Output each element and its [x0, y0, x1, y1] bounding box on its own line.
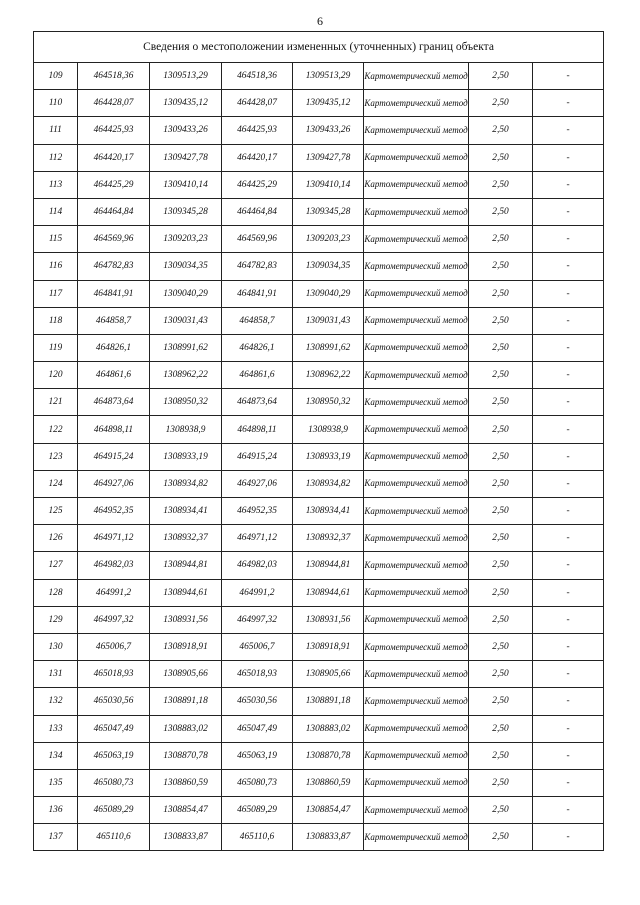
existing-x-cell: 464420,17 [78, 144, 150, 171]
existing-x-cell: 464858,7 [78, 307, 150, 334]
existing-x-cell: 464464,84 [78, 198, 150, 225]
existing-y-cell: 1308854,47 [150, 797, 222, 824]
new-y-cell: 1308950,32 [293, 389, 364, 416]
existing-x-cell: 464982,03 [78, 552, 150, 579]
table-row [34, 90, 604, 117]
existing-x-cell: 465047,49 [78, 715, 150, 742]
new-x-cell: 465018,93 [222, 661, 293, 688]
new-y-cell: 1308932,37 [293, 525, 364, 552]
existing-y-cell: 1308905,66 [150, 661, 222, 688]
existing-x-cell: 464425,29 [78, 171, 150, 198]
existing-y-cell: 1309040,29 [150, 280, 222, 307]
point-number-cell: 116 [34, 253, 78, 280]
new-x-cell: 464971,12 [222, 525, 293, 552]
accuracy-cell: 2,50 [469, 443, 533, 470]
table-row [34, 579, 604, 606]
table-row [34, 797, 604, 824]
point-number-cell: 117 [34, 280, 78, 307]
method-cell: Картометрический метод [364, 769, 469, 796]
new-y-cell: 1308905,66 [293, 661, 364, 688]
accuracy-cell: 2,50 [469, 198, 533, 225]
method-cell: Картометрический метод [364, 443, 469, 470]
description-cell: - [533, 280, 604, 307]
method-cell: Картометрический метод [364, 90, 469, 117]
new-y-cell: 1308962,22 [293, 362, 364, 389]
table-row [34, 307, 604, 334]
accuracy-cell: 2,50 [469, 552, 533, 579]
existing-y-cell: 1309410,14 [150, 171, 222, 198]
existing-y-cell: 1308833,87 [150, 824, 222, 851]
new-x-cell: 464898,11 [222, 416, 293, 443]
point-number-cell: 114 [34, 198, 78, 225]
description-cell: - [533, 606, 604, 633]
existing-y-cell: 1309433,26 [150, 117, 222, 144]
existing-x-cell: 465080,73 [78, 769, 150, 796]
method-cell: Картометрический метод [364, 688, 469, 715]
point-number-cell: 131 [34, 661, 78, 688]
existing-x-cell: 465110,6 [78, 824, 150, 851]
existing-y-cell: 1309513,29 [150, 63, 222, 90]
existing-y-cell: 1309345,28 [150, 198, 222, 225]
accuracy-cell: 2,50 [469, 416, 533, 443]
description-cell: - [533, 715, 604, 742]
new-x-cell: 465047,49 [222, 715, 293, 742]
table-row [34, 253, 604, 280]
new-y-cell: 1309513,29 [293, 63, 364, 90]
table-title-row [34, 32, 604, 63]
accuracy-cell: 2,50 [469, 90, 533, 117]
description-cell: - [533, 253, 604, 280]
method-cell: Картометрический метод [364, 661, 469, 688]
table-row [34, 280, 604, 307]
new-x-cell: 464858,7 [222, 307, 293, 334]
point-number-cell: 121 [34, 389, 78, 416]
table-row [34, 63, 604, 90]
accuracy-cell: 2,50 [469, 307, 533, 334]
method-cell: Картометрический метод [364, 633, 469, 660]
accuracy-cell: 2,50 [469, 498, 533, 525]
description-cell: - [533, 334, 604, 361]
point-number-cell: 135 [34, 769, 78, 796]
table-row [34, 769, 604, 796]
description-cell: - [533, 552, 604, 579]
accuracy-cell: 2,50 [469, 63, 533, 90]
point-number-cell: 136 [34, 797, 78, 824]
method-cell: Картометрический метод [364, 144, 469, 171]
existing-x-cell: 464826,1 [78, 334, 150, 361]
new-x-cell: 465089,29 [222, 797, 293, 824]
existing-x-cell: 465063,19 [78, 742, 150, 769]
existing-x-cell: 464873,64 [78, 389, 150, 416]
new-y-cell: 1308854,47 [293, 797, 364, 824]
method-cell: Картометрический метод [364, 253, 469, 280]
new-y-cell: 1309435,12 [293, 90, 364, 117]
table-row [34, 715, 604, 742]
new-x-cell: 464927,06 [222, 470, 293, 497]
existing-y-cell: 1309034,35 [150, 253, 222, 280]
new-x-cell: 464425,93 [222, 117, 293, 144]
existing-x-cell: 464861,6 [78, 362, 150, 389]
accuracy-cell: 2,50 [469, 525, 533, 552]
description-cell: - [533, 797, 604, 824]
description-cell: - [533, 90, 604, 117]
new-x-cell: 464782,83 [222, 253, 293, 280]
new-y-cell: 1309433,26 [293, 117, 364, 144]
new-y-cell: 1309410,14 [293, 171, 364, 198]
point-number-cell: 133 [34, 715, 78, 742]
new-y-cell: 1308860,59 [293, 769, 364, 796]
table-row [34, 824, 604, 851]
accuracy-cell: 2,50 [469, 606, 533, 633]
point-number-cell: 120 [34, 362, 78, 389]
method-cell: Картометрический метод [364, 470, 469, 497]
method-cell: Картометрический метод [364, 715, 469, 742]
method-cell: Картометрический метод [364, 824, 469, 851]
table-row [34, 552, 604, 579]
point-number-cell: 112 [34, 144, 78, 171]
new-x-cell: 464425,29 [222, 171, 293, 198]
new-y-cell: 1308931,56 [293, 606, 364, 633]
table-row [34, 525, 604, 552]
point-number-cell: 127 [34, 552, 78, 579]
description-cell: - [533, 633, 604, 660]
description-cell: - [533, 579, 604, 606]
point-number-cell: 118 [34, 307, 78, 334]
new-x-cell: 464841,91 [222, 280, 293, 307]
new-y-cell: 1309203,23 [293, 226, 364, 253]
description-cell: - [533, 661, 604, 688]
new-y-cell: 1308870,78 [293, 742, 364, 769]
table-row [34, 443, 604, 470]
point-number-cell: 122 [34, 416, 78, 443]
new-x-cell: 464861,6 [222, 362, 293, 389]
method-cell: Картометрический метод [364, 742, 469, 769]
existing-y-cell: 1309203,23 [150, 226, 222, 253]
method-cell: Картометрический метод [364, 63, 469, 90]
new-x-cell: 465063,19 [222, 742, 293, 769]
description-cell: - [533, 171, 604, 198]
method-cell: Картометрический метод [364, 362, 469, 389]
accuracy-cell: 2,50 [469, 362, 533, 389]
accuracy-cell: 2,50 [469, 797, 533, 824]
table-row [34, 389, 604, 416]
table-row [34, 117, 604, 144]
description-cell: - [533, 688, 604, 715]
existing-x-cell: 464952,35 [78, 498, 150, 525]
new-y-cell: 1308934,82 [293, 470, 364, 497]
point-number-cell: 129 [34, 606, 78, 633]
new-x-cell: 464569,96 [222, 226, 293, 253]
method-cell: Картометрический метод [364, 606, 469, 633]
description-cell: - [533, 525, 604, 552]
accuracy-cell: 2,50 [469, 769, 533, 796]
new-y-cell: 1308883,02 [293, 715, 364, 742]
page-number: 6 [317, 14, 323, 28]
new-x-cell: 465080,73 [222, 769, 293, 796]
new-x-cell: 464997,32 [222, 606, 293, 633]
existing-x-cell: 464898,11 [78, 416, 150, 443]
existing-y-cell: 1308870,78 [150, 742, 222, 769]
new-y-cell: 1309031,43 [293, 307, 364, 334]
coordinates-table [33, 31, 604, 851]
accuracy-cell: 2,50 [469, 824, 533, 851]
description-cell: - [533, 226, 604, 253]
existing-y-cell: 1308950,32 [150, 389, 222, 416]
existing-x-cell: 464991,2 [78, 579, 150, 606]
point-number-cell: 124 [34, 470, 78, 497]
existing-y-cell: 1308933,19 [150, 443, 222, 470]
new-x-cell: 465110,6 [222, 824, 293, 851]
existing-x-cell: 464569,96 [78, 226, 150, 253]
accuracy-cell: 2,50 [469, 226, 533, 253]
point-number-cell: 115 [34, 226, 78, 253]
new-x-cell: 464952,35 [222, 498, 293, 525]
new-x-cell: 464991,2 [222, 579, 293, 606]
point-number-cell: 111 [34, 117, 78, 144]
existing-y-cell: 1308891,18 [150, 688, 222, 715]
point-number-cell: 130 [34, 633, 78, 660]
table-title: Сведения о местоположении измененных (уточненных) границ объекта [34, 32, 604, 63]
table-row [34, 362, 604, 389]
point-number-cell: 128 [34, 579, 78, 606]
existing-y-cell: 1309031,43 [150, 307, 222, 334]
existing-x-cell: 465018,93 [78, 661, 150, 688]
existing-x-cell: 464425,93 [78, 117, 150, 144]
new-x-cell: 465030,56 [222, 688, 293, 715]
table-row [34, 226, 604, 253]
new-y-cell: 1308933,19 [293, 443, 364, 470]
description-cell: - [533, 117, 604, 144]
existing-y-cell: 1308938,9 [150, 416, 222, 443]
new-y-cell: 1308833,87 [293, 824, 364, 851]
accuracy-cell: 2,50 [469, 253, 533, 280]
method-cell: Картометрический метод [364, 334, 469, 361]
existing-x-cell: 464518,36 [78, 63, 150, 90]
table-row [34, 742, 604, 769]
method-cell: Картометрический метод [364, 498, 469, 525]
existing-y-cell: 1308934,41 [150, 498, 222, 525]
accuracy-cell: 2,50 [469, 389, 533, 416]
existing-x-cell: 464841,91 [78, 280, 150, 307]
accuracy-cell: 2,50 [469, 688, 533, 715]
point-number-cell: 125 [34, 498, 78, 525]
point-number-cell: 109 [34, 63, 78, 90]
existing-x-cell: 465089,29 [78, 797, 150, 824]
new-x-cell: 464873,64 [222, 389, 293, 416]
table-row [34, 470, 604, 497]
new-y-cell: 1309427,78 [293, 144, 364, 171]
existing-x-cell: 464997,32 [78, 606, 150, 633]
method-cell: Картометрический метод [364, 280, 469, 307]
table-row [34, 606, 604, 633]
existing-x-cell: 464971,12 [78, 525, 150, 552]
method-cell: Картометрический метод [364, 579, 469, 606]
table-row [34, 661, 604, 688]
description-cell: - [533, 416, 604, 443]
accuracy-cell: 2,50 [469, 470, 533, 497]
method-cell: Картометрический метод [364, 117, 469, 144]
description-cell: - [533, 742, 604, 769]
point-number-cell: 132 [34, 688, 78, 715]
description-cell: - [533, 470, 604, 497]
table-row [34, 633, 604, 660]
new-y-cell: 1308944,81 [293, 552, 364, 579]
existing-y-cell: 1308932,37 [150, 525, 222, 552]
existing-x-cell: 465030,56 [78, 688, 150, 715]
existing-y-cell: 1308931,56 [150, 606, 222, 633]
method-cell: Картометрический метод [364, 416, 469, 443]
existing-y-cell: 1308883,02 [150, 715, 222, 742]
accuracy-cell: 2,50 [469, 661, 533, 688]
existing-y-cell: 1308918,91 [150, 633, 222, 660]
description-cell: - [533, 63, 604, 90]
description-cell: - [533, 389, 604, 416]
existing-y-cell: 1308991,62 [150, 334, 222, 361]
description-cell: - [533, 198, 604, 225]
existing-x-cell: 464428,07 [78, 90, 150, 117]
point-number-cell: 137 [34, 824, 78, 851]
table-row [34, 416, 604, 443]
accuracy-cell: 2,50 [469, 579, 533, 606]
new-y-cell: 1309345,28 [293, 198, 364, 225]
description-cell: - [533, 824, 604, 851]
existing-y-cell: 1309435,12 [150, 90, 222, 117]
description-cell: - [533, 769, 604, 796]
new-x-cell: 464420,17 [222, 144, 293, 171]
existing-x-cell: 464782,83 [78, 253, 150, 280]
table-row [34, 498, 604, 525]
new-x-cell: 464982,03 [222, 552, 293, 579]
new-y-cell: 1308891,18 [293, 688, 364, 715]
new-x-cell: 464518,36 [222, 63, 293, 90]
new-y-cell: 1308934,41 [293, 498, 364, 525]
new-x-cell: 464428,07 [222, 90, 293, 117]
table-row [34, 171, 604, 198]
method-cell: Картометрический метод [364, 552, 469, 579]
accuracy-cell: 2,50 [469, 144, 533, 171]
new-y-cell: 1309034,35 [293, 253, 364, 280]
accuracy-cell: 2,50 [469, 117, 533, 144]
accuracy-cell: 2,50 [469, 715, 533, 742]
description-cell: - [533, 443, 604, 470]
table-row [34, 334, 604, 361]
new-x-cell: 464826,1 [222, 334, 293, 361]
description-cell: - [533, 362, 604, 389]
point-number-cell: 113 [34, 171, 78, 198]
new-y-cell: 1308918,91 [293, 633, 364, 660]
new-x-cell: 464915,24 [222, 443, 293, 470]
existing-y-cell: 1308860,59 [150, 769, 222, 796]
method-cell: Картометрический метод [364, 198, 469, 225]
point-number-cell: 119 [34, 334, 78, 361]
point-number-cell: 134 [34, 742, 78, 769]
point-number-cell: 126 [34, 525, 78, 552]
existing-x-cell: 464915,24 [78, 443, 150, 470]
method-cell: Картометрический метод [364, 797, 469, 824]
new-y-cell: 1308991,62 [293, 334, 364, 361]
existing-x-cell: 465006,7 [78, 633, 150, 660]
new-y-cell: 1309040,29 [293, 280, 364, 307]
point-number-cell: 110 [34, 90, 78, 117]
description-cell: - [533, 498, 604, 525]
new-y-cell: 1308938,9 [293, 416, 364, 443]
accuracy-cell: 2,50 [469, 280, 533, 307]
existing-y-cell: 1308934,82 [150, 470, 222, 497]
accuracy-cell: 2,50 [469, 633, 533, 660]
new-x-cell: 465006,7 [222, 633, 293, 660]
existing-y-cell: 1308962,22 [150, 362, 222, 389]
existing-y-cell: 1309427,78 [150, 144, 222, 171]
description-cell: - [533, 144, 604, 171]
accuracy-cell: 2,50 [469, 742, 533, 769]
method-cell: Картометрический метод [364, 307, 469, 334]
description-cell: - [533, 307, 604, 334]
existing-x-cell: 464927,06 [78, 470, 150, 497]
accuracy-cell: 2,50 [469, 171, 533, 198]
table-row [34, 144, 604, 171]
existing-y-cell: 1308944,81 [150, 552, 222, 579]
new-y-cell: 1308944,61 [293, 579, 364, 606]
table-row [34, 688, 604, 715]
new-x-cell: 464464,84 [222, 198, 293, 225]
table-row [34, 198, 604, 225]
method-cell: Картометрический метод [364, 389, 469, 416]
method-cell: Картометрический метод [364, 226, 469, 253]
existing-y-cell: 1308944,61 [150, 579, 222, 606]
point-number-cell: 123 [34, 443, 78, 470]
method-cell: Картометрический метод [364, 525, 469, 552]
accuracy-cell: 2,50 [469, 334, 533, 361]
method-cell: Картометрический метод [364, 171, 469, 198]
